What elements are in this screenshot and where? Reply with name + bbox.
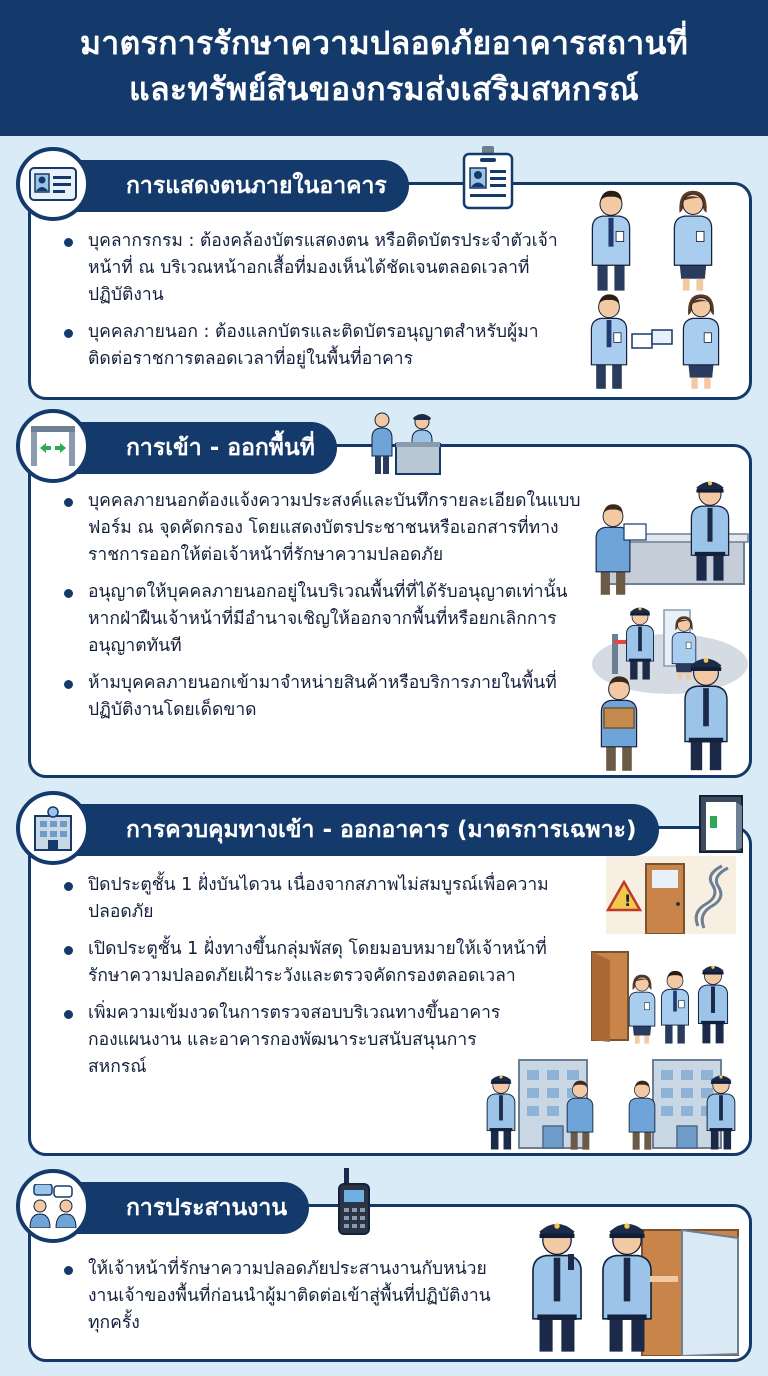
section-entry-exit-list xyxy=(62,488,602,734)
page-header xyxy=(0,0,768,136)
building-inspection-illustration xyxy=(480,1050,746,1154)
chat-people-icon xyxy=(16,1169,90,1243)
access-door-icon xyxy=(698,794,744,858)
list-item: ปิดประตูชั้น 1 ฝั่งบันไดวน เนื่องจากสภาพไม่สมบูรณ์เพื่อความปลอดภัย xyxy=(62,872,582,926)
svg-text:!: ! xyxy=(624,891,632,910)
section-identification-list xyxy=(62,228,568,383)
checkpoint-illustration xyxy=(590,474,750,774)
list-item: เปิดประตูชั้น 1 ฝั่งทางขึ้นกลุ่มพัสดุ โดยมอบหมายให้เจ้าหน้าที่รักษาความปลอดภัยเฝ้าระวังและตรวจคัดกรองตลอดเวลา xyxy=(62,936,582,990)
staff-badge-illustration xyxy=(576,184,746,394)
closed-door-illustration xyxy=(606,856,736,934)
section-coordination-list xyxy=(62,1256,512,1347)
list-item: ห้ามบุคคลภายนอกเข้ามาจำหน่ายสินค้าหรือบริการภายในพื้นที่ปฏิบัติงานโดยเด็ดขาด xyxy=(62,670,602,724)
badge-icon xyxy=(462,146,514,214)
list-item: บุคคลภายนอก : ต้องแลกบัตรและติดบัตรอนุญาตสำหรับผู้มาติดต่อราชการตลอดเวลาที่อยู่ในพื้นที่อาคาร xyxy=(62,319,568,373)
building-icon xyxy=(16,791,90,865)
page-title-line-2: และทรัพย์สินของกรมส่งเสริมสหกรณ์ xyxy=(129,70,639,108)
section-coordination-title: การประสานงาน xyxy=(40,1182,309,1234)
list-item: บุคคลภายนอกต้องแจ้งความประสงค์และบันทึกรายละเอียดในแบบฟอร์ม ณ จุดคัดกรอง โดยแสดงบัตรประชาชนหรือเอกสารที่ทางราชการออกให้ต่อเจ้าหน้าที่รักษาความปลอดภัย xyxy=(62,488,602,569)
guarded-door-illustration xyxy=(590,946,740,1046)
radio-guards-illustration xyxy=(522,1214,742,1356)
walkie-talkie-icon xyxy=(336,1168,372,1240)
section-identification-title: การแสดงตนภายในอาคาร xyxy=(40,160,409,212)
section-entry-exit-title: การเข้า - ออกพื้นที่ xyxy=(40,422,337,474)
security-desk-icon xyxy=(370,408,442,480)
section-building-access-title: การควบคุมทางเข้า - ออกอาคาร (มาตรการเฉพาะ) xyxy=(40,804,659,856)
id-card-icon xyxy=(16,147,90,221)
page-title-line-1: มาตรการรักษาความปลอดภัยอาคารสถานที่ xyxy=(79,24,689,62)
list-item: อนุญาตให้บุคคลภายนอกอยู่ในบริเวณพื้นที่ที่ได้รับอนุญาตเท่านั้น หากฝ่าฝืนเจ้าหน้าที่มีอำนาจเชิญให้ออกจากพื้นที่หรือยกเลิกการอนุญาตทันที xyxy=(62,579,602,660)
list-item: ให้เจ้าหน้าที่รักษาความปลอดภัยประสานงานกับหน่วยงานเจ้าของพื้นที่ก่อนนำผู้มาติดต่อเข้าสู่พื้นที่ปฏิบัติงานทุกครั้ง xyxy=(62,1256,512,1337)
gate-icon xyxy=(16,409,90,483)
list-item: บุคลากรกรม : ต้องคล้องบัตรแสดงตน หรือติดบัตรประจำตัวเจ้าหน้าที่ ณ บริเวณหน้าอกเสื้อที่มองเห็นได้ชัดเจนตลอดเวลาที่ปฏิบัติงาน xyxy=(62,228,568,309)
list-item: เพิ่มความเข้มงวดในการตรวจสอบบริเวณทางขึ้นอาคารกองแผนงาน และอาคารกองพัฒนาระบสนับสนุนการสหกรณ์ xyxy=(62,1000,502,1081)
